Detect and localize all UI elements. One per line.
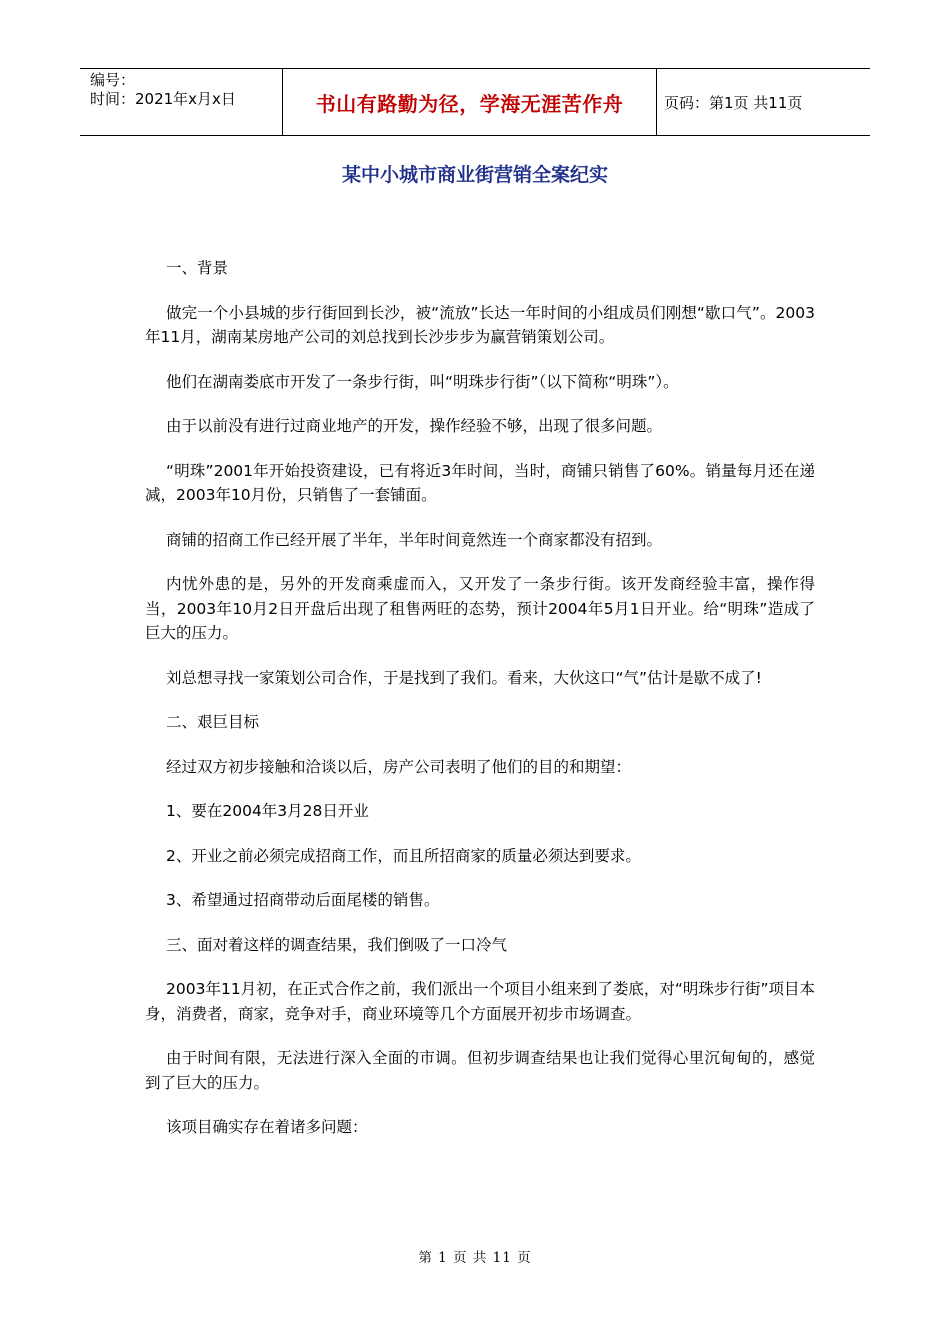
section-heading: 二、艰巨目标 bbox=[166, 713, 260, 731]
body-paragraph: 由于以前没有进行过商业地产的开发，操作经验不够，出现了很多问题。 bbox=[166, 417, 663, 435]
section-heading: 一、背景 bbox=[166, 259, 229, 277]
body-paragraph: 做完一个小县城的步行街回到长沙，被“流放”长达一年时间的小组成员们刚想“歇口气”。2003年11月，湖南某房地产公司的刘总找到长沙步步为赢营销策划公司。 bbox=[145, 303, 815, 346]
list-item: 2、开业之前必须完成招商工作，而且所招商家的质量必须达到要求。 bbox=[166, 846, 641, 865]
page-footer: 第 1 页 共 11 页 bbox=[418, 1250, 532, 1266]
list-item: 3、希望通过招商带动后面尾楼的销售。 bbox=[166, 891, 440, 909]
body-paragraph: “明珠”2001年开始投资建设，已有将近3年时间，当时，商铺只销售了60%。销量每月还在递减，2003年10月份，只销售了一套铺面。 bbox=[145, 461, 815, 504]
body-paragraph: 商铺的招商工作已经开展了半年，半年时间竟然连一个商家都没有招到。 bbox=[166, 530, 663, 549]
document-title: 某中小城市商业街营销全案纪实 bbox=[341, 164, 608, 186]
body-paragraph: 经过双方初步接触和洽谈以后，房产公司表明了他们的目的和期望： bbox=[166, 757, 632, 776]
body-paragraph: 该项目确实存在着诸多问题： bbox=[166, 1118, 368, 1136]
header-page-info: 页码：第1页 共11页 bbox=[664, 93, 803, 112]
document-date-label: 时间：2021年x月x日 bbox=[90, 90, 236, 108]
section-heading: 三、面对着这样的调查结果，我们倒吸了一口冷气 bbox=[166, 935, 508, 954]
list-item: 1、要在2004年3月28日开业 bbox=[166, 802, 369, 820]
document-body bbox=[145, 256, 815, 1160]
body-paragraph: 内忧外患的是，另外的开发商乘虚而入，又开发了一条步行街。该开发商经验丰富，操作得当，2003年10月2日开盘后出现了租售两旺的态势，预计2004年5月1日开业。给“明珠”造成了巨大的压力。 bbox=[145, 575, 815, 642]
body-paragraph: 刘总想寻找一家策划公司合作，于是找到了我们。看来，大伙这口“气”估计是歇不成了! bbox=[166, 668, 762, 687]
header-motto: 书山有路勤为径，学海无涯苦作舟 bbox=[282, 69, 657, 135]
body-paragraph: 2003年11月初，在正式合作之前，我们派出一个项目小组来到了娄底，对“明珠步行街”项目本身，消费者，商家，竞争对手，商业环境等几个方面展开初步市场调查。 bbox=[145, 980, 815, 1023]
document-number-label: 编号： bbox=[90, 71, 136, 89]
header-meta-cell bbox=[80, 69, 282, 135]
header-table bbox=[80, 68, 870, 136]
body-paragraph: 他们在湖南娄底市开发了一条步行街，叫“明珠步行街”（以下简称“明珠”）。 bbox=[166, 372, 679, 391]
body-paragraph: 由于时间有限，无法进行深入全面的市调。但初步调查结果也让我们觉得心里沉甸甸的，感觉到了巨大的压力。 bbox=[145, 1049, 815, 1092]
